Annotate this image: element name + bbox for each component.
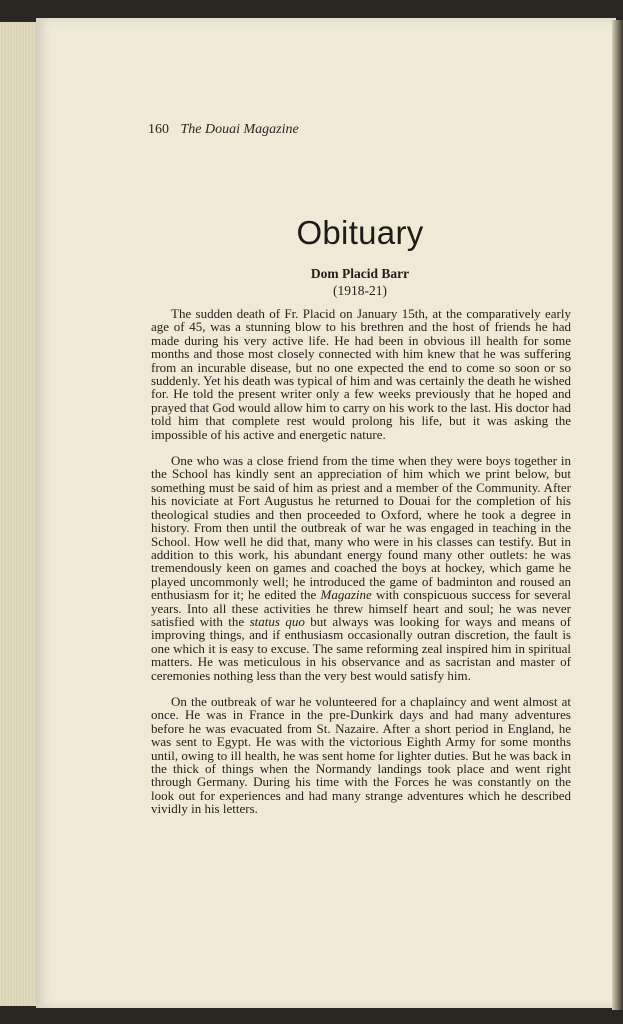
paragraph-1: The sudden death of Fr. Placid on January 15th, at the comparatively early age of 45, was a stunning blow to his brethren and the host of friends he had made during his very active life. He had been in obvious ill health for some months and those most closely connected with him knew that he was suffering from an incurable disease, but no one expected the end to come so soon or so suddenly. Yet his death was typical of him and was certainly the death he wished for. He told the present writer only a few weeks previously that he hoped and prayed that God would allow him to carry on his work to the last. His doctor had told him that complete rest would prolong his life, but it was asking the impossible of his active and energetic nature. [151,306,571,442]
paragraph-2-text-c: but always was looking for ways and means of improving things, and if enthusiasm occasionally outran discretion, the fault is one which it is easy to excuse. The same reforming zeal inspired him in spiritual matters. He was meticulous in his observance and as sacristan and master of ceremonies nothing less than the very best would satisfy him. [151,613,571,683]
paragraph-3: On the outbreak of war he volunteered for a chaplaincy and went almost at once. He was in France in the pre-Dunkirk days and had many adventures before he was evacuated from St. Nazaire. After a short period in England, he was sent to Egypt. He was with the victorious Eighth Army for some months until, owing to ill health, he was sent home for lighter duties. But he was back in the thick of things when the Normandy landings took place and went right through Germany. During his time with the Forces he was constantly on the look out for experiences and had many strange adventures which he described vividly in his letters. [151,693,571,817]
obituary-subject [150,266,570,299]
subject-dates: (1918-21) [333,283,387,298]
paragraph-2-text-a: One who was a close friend from the time when they were boys together in the School has kindly sent an appreciation of him which we print below, but something must be said of him as priest and a member of the Community. After his noviciate at Fort Augustus he returned to Douai for the completion of his theological studies and then proceeded to Oxford, where he took a degree in history. From then until the outbreak of war he was engaged in teaching in the School. How well he did that, many who were in his classes can testify. But in addition to this work, his abundant energy found many other outlets: he was tremendously keen on games and coached the boys at hockey, which game he played uncommonly well; he introduced the game of badminton and roused an enthusiasm for it; he edited the [151,453,571,603]
magazine-title: The Douai Magazine [180,122,299,137]
running-head [148,122,299,138]
article-title: Obituary [296,214,424,251]
magazine-reference: Magazine [320,587,372,603]
paragraph-2 [151,454,571,682]
binding-shadow [612,20,623,1010]
paragraph-2-text-b: with conspicuous success for several years. Into all these activities he threw himself heart and soul; he was never satisfied with the [151,587,571,629]
status-quo-phrase: status quo [249,613,305,629]
article-body [151,307,571,829]
page-edges [0,22,40,1006]
subject-name: Dom Placid Barr [310,266,410,281]
page-number: 160 [148,122,169,137]
